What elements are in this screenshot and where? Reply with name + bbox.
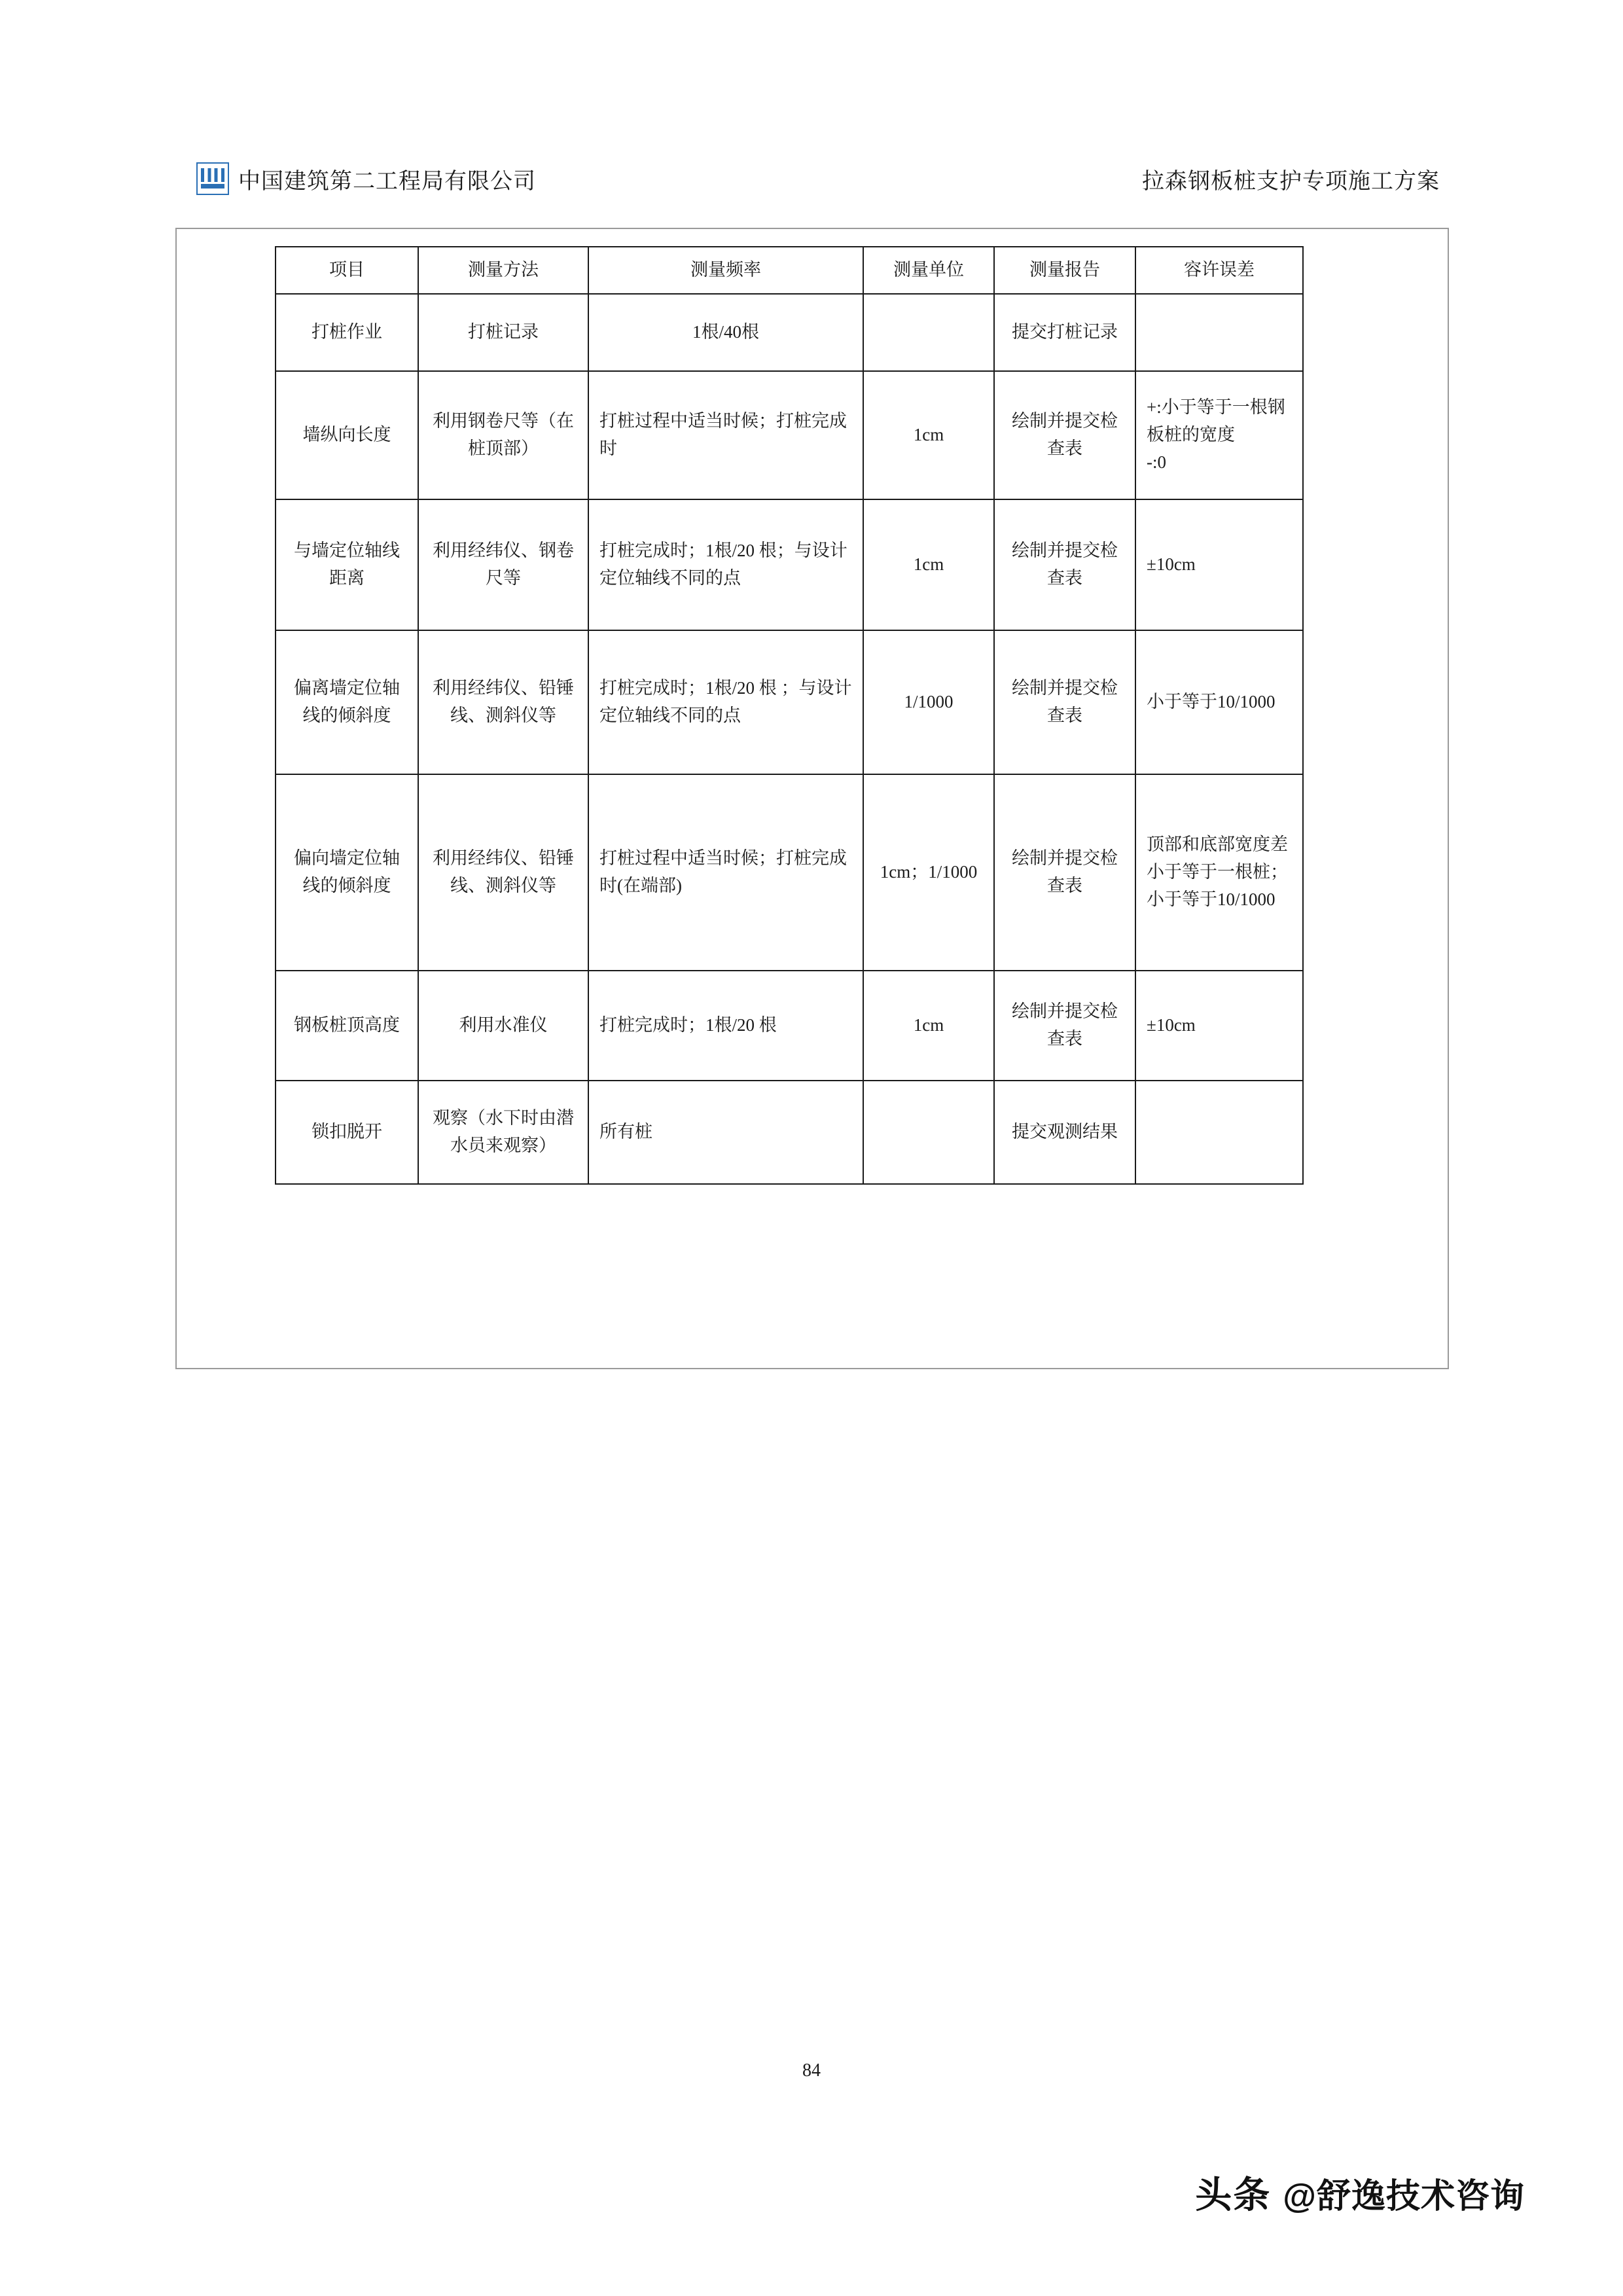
cell-item: 锁扣脱开 [276, 1081, 418, 1184]
cell-report: 绘制并提交检查表 [994, 499, 1135, 630]
cell-frequency: 打桩完成时；1根/20 根 ；与设计定位轴线不同的点 [588, 630, 863, 774]
cell-frequency: 所有桩 [588, 1081, 863, 1184]
cell-report: 绘制并提交检查表 [994, 774, 1135, 971]
table-row [276, 499, 1303, 630]
cell-item: 钢板桩顶高度 [276, 971, 418, 1081]
header-document-title: 拉森钢板桩支护专项施工方案 [1142, 169, 1440, 194]
cell-report: 绘制并提交检查表 [994, 971, 1135, 1081]
cell-unit: 1cm [863, 499, 994, 630]
watermark [1195, 2166, 1525, 2219]
cell-method: 打桩记录 [418, 294, 588, 371]
cell-tolerance: ±10cm [1135, 971, 1303, 1081]
cell-tolerance: ±10cm [1135, 499, 1303, 630]
column-header-item: 项目 [276, 247, 418, 294]
cell-frequency: 打桩过程中适当时候；打桩完成时(在端部) [588, 774, 863, 971]
cell-report: 绘制并提交检查表 [994, 630, 1135, 774]
cell-tolerance [1135, 294, 1303, 371]
cell-frequency: 打桩过程中适当时候；打桩完成时 [588, 371, 863, 499]
table-row [276, 1081, 1303, 1184]
cell-tolerance: +:小于等于一根钢板桩的宽度 -:0 [1135, 371, 1303, 499]
cell-tolerance: 顶部和底部宽度差小于等于一根桩；小于等于10/1000 [1135, 774, 1303, 971]
cell-item: 与墙定位轴线距离 [276, 499, 418, 630]
cell-unit [863, 1081, 994, 1184]
cell-unit: 1cm；1/1000 [863, 774, 994, 971]
cell-method: 利用经纬仪、铅锤线、测斜仪等 [418, 774, 588, 971]
cell-method: 利用水准仪 [418, 971, 588, 1081]
cell-report: 提交观测结果 [994, 1081, 1135, 1184]
cell-report: 绘制并提交检查表 [994, 371, 1135, 499]
toutiao-logo-icon: 头条 [1195, 2174, 1272, 2215]
table-row [276, 630, 1303, 774]
page-header [196, 162, 1440, 195]
cell-unit: 1cm [863, 971, 994, 1081]
header-left-group [196, 162, 536, 195]
column-header-tolerance: 容许误差 [1135, 247, 1303, 294]
cell-unit: 1cm [863, 371, 994, 499]
measurement-spec-table [275, 246, 1304, 1185]
cell-item: 偏向墙定位轴线的倾斜度 [276, 774, 418, 971]
column-header-method: 测量方法 [418, 247, 588, 294]
cell-frequency: 打桩完成时；1根/20 根 [588, 971, 863, 1081]
watermark-text: @舒逸技术咨询 [1283, 2177, 1525, 2215]
table-row [276, 971, 1303, 1081]
cell-method: 观察（水下时由潜水员来观察） [418, 1081, 588, 1184]
cell-unit [863, 294, 994, 371]
cell-tolerance [1135, 1081, 1303, 1184]
cell-method: 利用经纬仪、铅锤线、测斜仪等 [418, 630, 588, 774]
cell-method: 利用钢卷尺等（在桩顶部） [418, 371, 588, 499]
cell-tolerance: 小于等于10/1000 [1135, 630, 1303, 774]
cell-item: 墙纵向长度 [276, 371, 418, 499]
table-row [276, 371, 1303, 499]
cell-item: 偏离墙定位轴线的倾斜度 [276, 630, 418, 774]
cell-unit: 1/1000 [863, 630, 994, 774]
cell-item: 打桩作业 [276, 294, 418, 371]
company-logo-icon [196, 162, 229, 195]
column-header-unit: 测量单位 [863, 247, 994, 294]
column-header-frequency: 测量频率 [588, 247, 863, 294]
cell-frequency: 1根/40根 [588, 294, 863, 371]
column-header-report: 测量报告 [994, 247, 1135, 294]
table-row [276, 294, 1303, 371]
page-number: 84 [802, 2060, 821, 2081]
table-row [276, 774, 1303, 971]
cell-report: 提交打桩记录 [994, 294, 1135, 371]
table-header-row [276, 247, 1303, 294]
cell-frequency: 打桩完成时；1根/20 根；与设计定位轴线不同的点 [588, 499, 863, 630]
cell-method: 利用经纬仪、钢卷尺等 [418, 499, 588, 630]
header-company-name: 中国建筑第二工程局有限公司 [238, 169, 536, 194]
